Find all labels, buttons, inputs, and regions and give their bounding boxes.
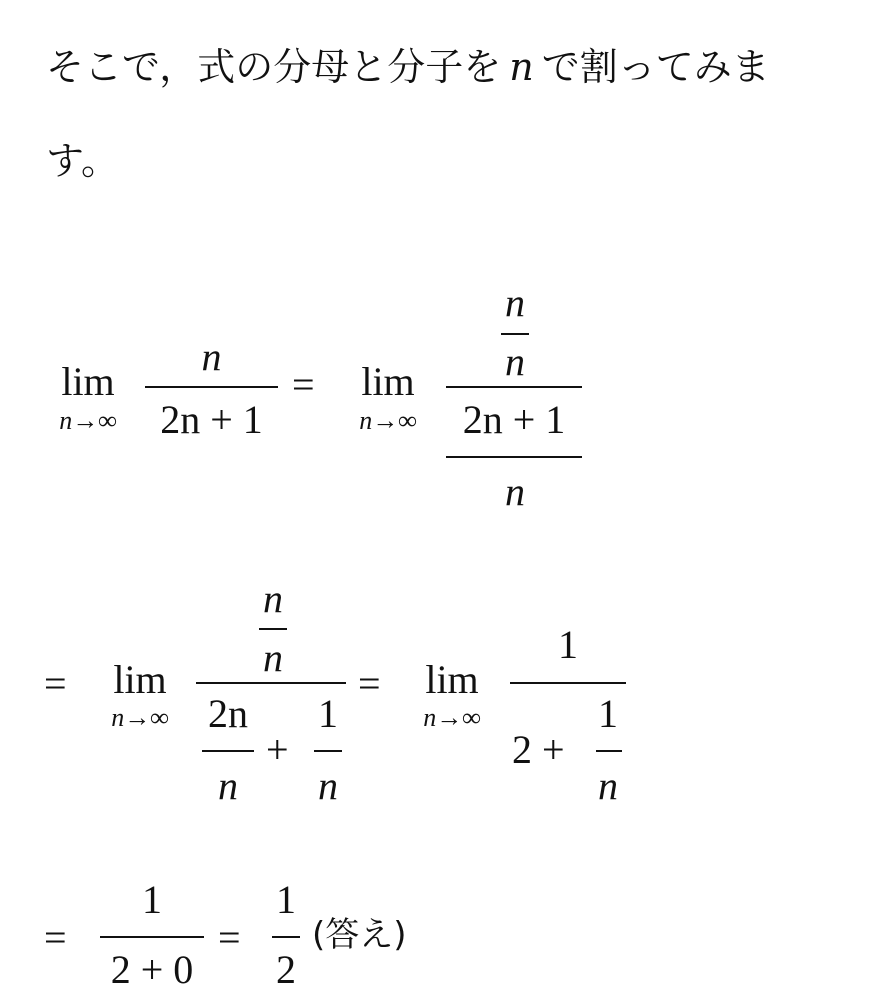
lim-subscript-3: n→∞ bbox=[111, 703, 169, 732]
lim-operator-4: lim bbox=[425, 657, 479, 702]
equals-sign-2: = bbox=[44, 661, 67, 706]
fraction-5-bar bbox=[272, 936, 300, 938]
explanation-text-before: そこで，式の分母と分子を bbox=[46, 45, 502, 89]
fraction-3-inner-denominator: n bbox=[598, 763, 618, 808]
fraction-3-numerator: 1 bbox=[558, 622, 578, 667]
fraction-1-bar bbox=[145, 386, 278, 388]
fraction-4-bar bbox=[100, 936, 204, 938]
numerator-n-bottom-2: n bbox=[263, 635, 283, 680]
fraction-3-bar bbox=[510, 682, 626, 684]
fraction-3-inner-bar bbox=[596, 750, 622, 752]
term-1-over-n-numerator: 1 bbox=[318, 691, 338, 736]
equals-sign-5: = bbox=[218, 915, 241, 960]
inline-variable-n: n bbox=[509, 45, 534, 89]
lim-subscript-4: n→∞ bbox=[423, 703, 481, 732]
fraction-4-numerator: 1 bbox=[142, 877, 162, 922]
explanation-text-end: す。 bbox=[46, 139, 119, 183]
lim-subscript-1: n→∞ bbox=[59, 406, 117, 435]
term-2n-denominator: n bbox=[218, 763, 238, 808]
answer-label: (答え) bbox=[312, 915, 407, 955]
fraction-1-numerator: n bbox=[201, 334, 222, 379]
term-2n-bar bbox=[202, 750, 254, 752]
inner-numerator-bar bbox=[501, 333, 529, 335]
inner-denominator-n: n bbox=[505, 469, 525, 514]
equals-sign-3: = bbox=[358, 661, 381, 706]
numerator-bar-2 bbox=[259, 628, 287, 630]
numerator-n-top-2: n bbox=[263, 576, 283, 621]
fraction-3-denominator-2-plus: 2 + bbox=[512, 727, 565, 772]
explanation-line-2 bbox=[46, 139, 119, 183]
term-2n: 2n bbox=[208, 691, 248, 736]
compound-fraction-1-bar bbox=[446, 386, 582, 388]
inner-numerator-n-top: n bbox=[505, 280, 525, 325]
fraction-1-denominator: 2n + 1 bbox=[160, 397, 263, 442]
inner-denominator-top: 2n + 1 bbox=[462, 397, 566, 442]
lim-subscript-2: n→∞ bbox=[359, 406, 417, 435]
fraction-4-denominator: 2 + 0 bbox=[110, 947, 194, 992]
compound-fraction-2-bar bbox=[196, 682, 346, 684]
fraction-5-denominator: 2 bbox=[276, 947, 296, 992]
explanation-text-after: で割ってみま bbox=[541, 45, 770, 89]
fraction-3-inner-numerator: 1 bbox=[598, 691, 618, 736]
fraction-5-numerator: 1 bbox=[276, 877, 296, 922]
lim-operator-3: lim bbox=[113, 657, 167, 702]
inner-numerator-n-bottom: n bbox=[505, 339, 525, 384]
equals-sign-1: = bbox=[292, 362, 315, 407]
plus-sign-1: + bbox=[266, 727, 289, 772]
equals-sign-4: = bbox=[44, 915, 67, 960]
inner-denominator-bar bbox=[446, 456, 582, 458]
lim-operator-2: lim bbox=[361, 359, 415, 404]
explanation-line-1 bbox=[46, 45, 770, 89]
term-1-over-n-bar bbox=[314, 750, 342, 752]
lim-operator-1: lim bbox=[61, 359, 115, 404]
term-1-over-n-denominator: n bbox=[318, 763, 338, 808]
